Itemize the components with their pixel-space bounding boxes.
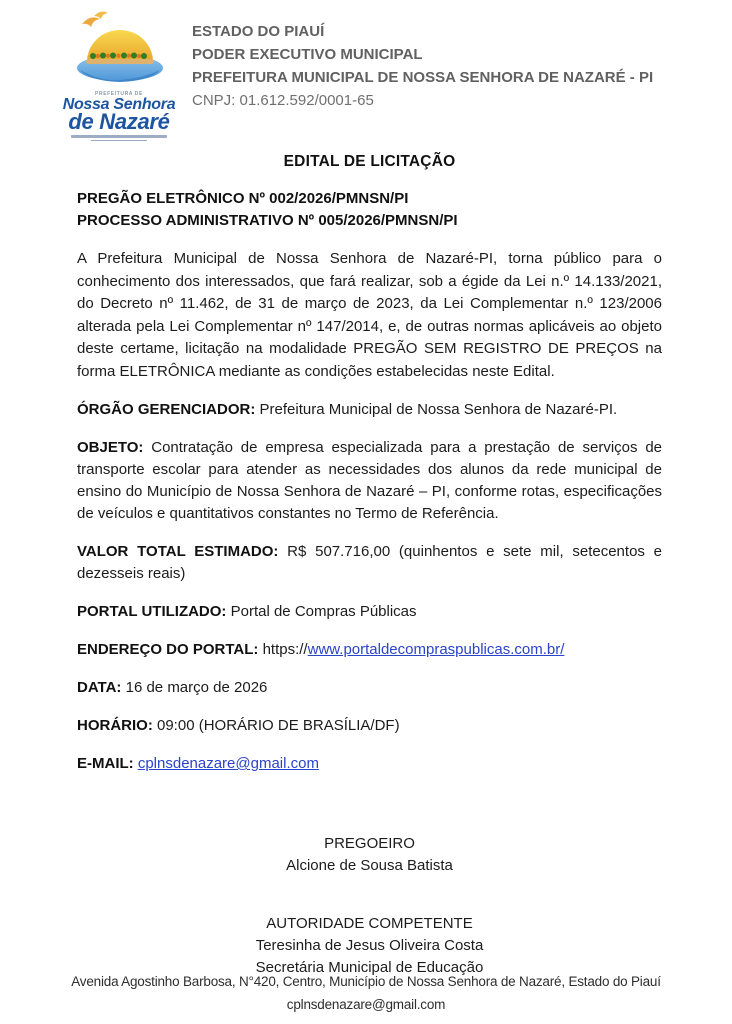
field-data <box>77 677 662 699</box>
footer-email: cplnsdenazare@gmail.com <box>286 997 446 1012</box>
document-header <box>60 10 662 141</box>
pregao-number-line: PREGÃO ELETRÔNICO Nº 002/2026/PMNSN/PI <box>77 190 409 207</box>
field-objeto-value: Contratação de empresa especializada para a prestação de serviços de transporte escolar para atender as necessidades dos alunos da rede municipal de ensino do Município de Nossa Senhora de Nazaré – PI, conforme rotas, especificações de veículos e quantitativos constantes no Termo de Referência. <box>77 439 663 522</box>
logo-name-line1: Nossa Senhora <box>62 96 176 113</box>
document-footer <box>0 970 732 1016</box>
header-state-line: ESTADO DO PIAUÍ <box>192 23 325 40</box>
municipality-logo <box>60 10 178 141</box>
field-endereco-prefix: https:// <box>262 641 308 658</box>
processo-number-line: PROCESSO ADMINISTRATIVO Nº 005/2026/PMNSN/PI <box>77 212 458 229</box>
pregoeiro-name: Alcione de Sousa Batista <box>286 857 453 874</box>
field-endereco-label: ENDEREÇO DO PORTAL: <box>77 641 259 658</box>
field-portal-label: PORTAL UTILIZADO: <box>77 603 227 620</box>
intro-paragraph: A Prefeitura Municipal de Nossa Senhora de Nazaré-PI, torna público para o conhecimento dos interessados, que fará realizar, sob a égide da Lei n.º 14.133/2021, do Decreto nº 11.462, de 31 de março de 2023, da Lei Complementar n.º 123/2006 alterada pela Lei Complementar nº 147/2014, e, de outras normas aplicáveis ao objeto deste certame, licitação na modalidade PREGÃO SEM REGISTRO DE PREÇOS na forma ELETRÔNICA mediante as condições estabelecidas neste Edital. <box>77 250 662 380</box>
logo-pretitle: PREFEITURA DE <box>95 91 143 97</box>
field-data-label: DATA: <box>77 679 122 696</box>
process-block <box>77 188 662 232</box>
header-branch-line: PODER EXECUTIVO MUNICIPAL <box>192 46 423 63</box>
autoridade-name: Teresinha de Jesus Oliveira Costa <box>255 937 484 954</box>
footer-address: Avenida Agostinho Barbosa, N°420, Centro, Município de Nossa Senhora de Nazaré, Estado do Piauí <box>71 974 661 989</box>
signature-pregoeiro <box>77 833 662 877</box>
document-title: EDITAL DE LICITAÇÃO <box>283 153 456 170</box>
field-objeto <box>77 437 662 525</box>
field-horario-value: 09:00 (HORÁRIO DE BRASÍLIA/DF) <box>157 717 400 734</box>
field-email <box>77 753 662 775</box>
logo-name-line2: de Nazaré <box>68 109 170 134</box>
header-cnpj: CNPJ: 01.612.592/0001-65 <box>192 92 374 109</box>
field-horario <box>77 715 662 737</box>
field-valor-value: R$ 507.716,00 (quinhentos e sete mil, setecentos e dezesseis reais) <box>77 543 663 582</box>
field-objeto-label: OBJETO: <box>77 439 144 456</box>
nazare-emblem-icon <box>60 10 178 84</box>
header-entity-line: PREFEITURA MUNICIPAL DE NOSSA SENHORA DE NAZARÉ - PI <box>192 69 654 86</box>
autoridade-role: AUTORIDADE COMPETENTE <box>266 915 473 932</box>
field-email-label: E-MAIL: <box>77 755 134 772</box>
field-orgao-gerenciador <box>77 399 662 421</box>
logo-tagline-rule <box>91 140 147 141</box>
field-valor-total <box>77 541 662 585</box>
field-horario-label: HORÁRIO: <box>77 717 153 734</box>
pregoeiro-role: PREGOEIRO <box>324 835 415 852</box>
field-orgao-label: ÓRGÃO GERENCIADOR: <box>77 401 256 418</box>
field-endereco-portal <box>77 639 662 661</box>
portal-url-link[interactable]: www.portaldecompraspublicas.com.br/ <box>307 641 565 658</box>
document-body <box>0 153 732 979</box>
field-valor-label: VALOR TOTAL ESTIMADO: <box>77 543 279 560</box>
field-data-value: 16 de março de 2026 <box>125 679 268 696</box>
logo-tagline <box>71 135 167 138</box>
autoridade-title: Secretária Municipal de Educação <box>255 959 484 976</box>
header-text <box>178 10 653 112</box>
field-portal-utilizado <box>77 601 662 623</box>
field-portal-value: Portal de Compras Públicas <box>230 603 417 620</box>
field-orgao-value: Prefeitura Municipal de Nossa Senhora de Nazaré-PI. <box>259 401 618 418</box>
email-link[interactable]: cplnsdenazare@gmail.com <box>137 755 319 772</box>
